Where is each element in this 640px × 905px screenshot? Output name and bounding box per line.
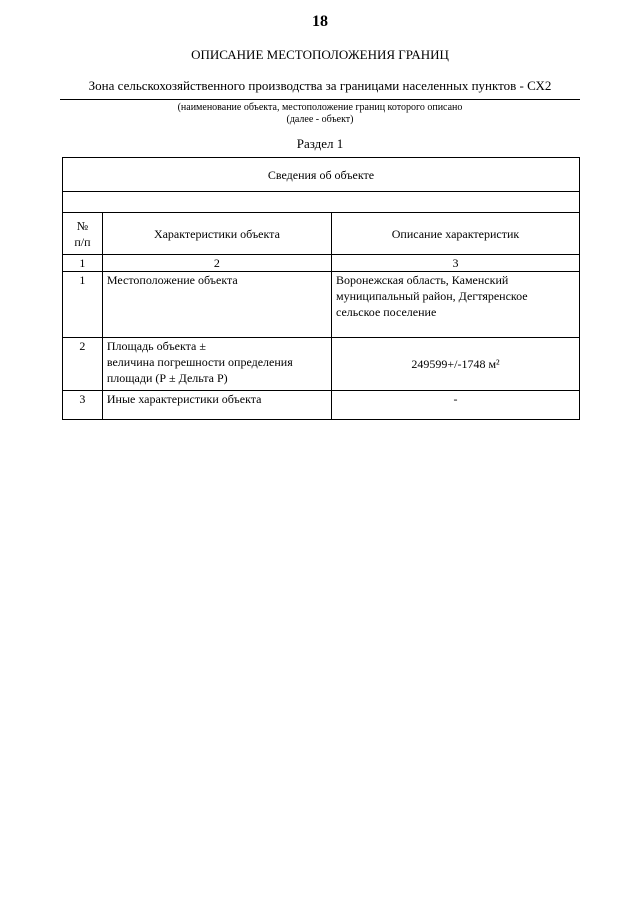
row-characteristic-line1: Площадь объекта ± [106, 339, 206, 353]
row-characteristic-line2: величина погрешности определения [106, 355, 293, 369]
object-info-table [62, 157, 580, 420]
table-row [63, 338, 580, 391]
object-name: Зона сельскохозяйственного производства за границами населенных пунктов - СХ2 [88, 78, 552, 93]
column-header-number [63, 213, 103, 255]
object-name-note-line1: (наименование объекта, местоположение границ которого описано [177, 102, 463, 113]
row-description: - [331, 391, 579, 420]
row-description-line3: сельское поселение [335, 305, 437, 319]
row-characteristic-line1: Местоположение объекта [106, 273, 238, 287]
row-description [331, 272, 579, 338]
object-name-note [60, 102, 580, 126]
page-number: 18 [312, 13, 328, 30]
row-description: 249599+/-1748 м² [331, 338, 579, 391]
row-characteristic-line3: площади (Р ± Дельта Р) [106, 371, 228, 385]
row-number: 1 [63, 272, 103, 338]
column-header-characteristics: Характеристики объекта [102, 213, 331, 255]
row-description-line1: Воронежская область, Каменский [335, 273, 509, 287]
row-characteristic [102, 338, 331, 391]
object-name-note-line2: (далее - объект) [286, 114, 354, 125]
column-header-row [63, 213, 580, 255]
column-number-row [63, 255, 580, 272]
row-characteristic: Иные характеристики объекта [102, 391, 331, 420]
column-number-2: 2 [102, 255, 331, 272]
column-header-number-line2: п/п [74, 234, 91, 249]
table-spacer-cell [63, 192, 580, 213]
column-header-number-line1: № [76, 218, 89, 233]
column-number-1: 1 [63, 255, 103, 272]
document-title: ОПИСАНИЕ МЕСТОПОЛОЖЕНИЯ ГРАНИЦ [191, 47, 449, 62]
row-characteristic [102, 272, 331, 338]
row-description-line2: муниципальный район, Дегтяренское [335, 289, 528, 303]
table-header-row [63, 158, 580, 192]
section-title: Раздел 1 [296, 136, 344, 151]
row-number: 2 [63, 338, 103, 391]
table-row [63, 272, 580, 338]
object-name-underline [60, 99, 580, 100]
table-header: Сведения об объекте [63, 158, 580, 192]
column-number-3: 3 [331, 255, 579, 272]
row-number: 3 [63, 391, 103, 420]
table-row [63, 391, 580, 420]
column-header-description: Описание характеристик [331, 213, 579, 255]
table-spacer-row [63, 192, 580, 213]
